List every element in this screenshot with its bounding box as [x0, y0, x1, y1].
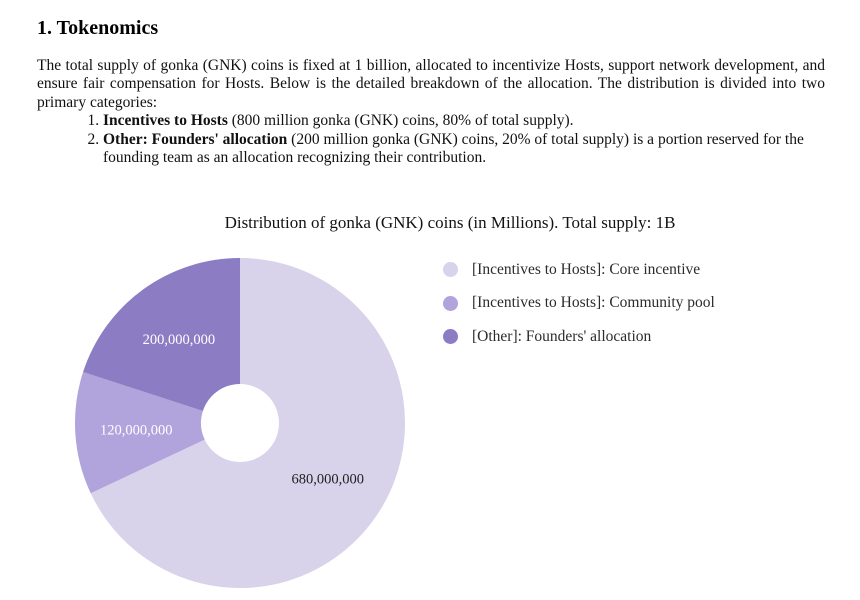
chart-title: Distribution of gonka (GNK) coins (in Millions). Total supply: 1B	[224, 213, 676, 232]
intro-paragraph: The total supply of gonka (GNK) coins is fixed at 1 billion, allocated to incentivize Hosts, support network development, and ensure fair compensation for Hosts. Below is the detailed breakdown of the allocation. The distribution is divided into two primary categories:	[37, 57, 825, 111]
legend-label: [Incentives to Hosts]: Core incentive	[472, 260, 701, 278]
tokenomics-section	[37, 16, 825, 167]
list-item-text: (200 million gonka (GNK) coins, 20% of total supply) is a portion reserved for the founding team as an allocation recognizing their contribution.	[103, 130, 804, 167]
legend-item-founders-allocation	[443, 320, 715, 354]
list-item-founders	[103, 131, 825, 168]
chart-legend	[443, 253, 715, 354]
legend-label: [Incentives to Hosts]: Community pool	[472, 294, 715, 312]
section-heading: 1. Tokenomics	[37, 17, 159, 39]
legend-label: [Other]: Founders' allocation	[472, 327, 652, 345]
list-item-bold-lead: Other: Founders' allocation	[103, 130, 288, 148]
pie-slice-value-label: 200,000,000	[142, 331, 216, 348]
list-item-incentives	[103, 112, 825, 130]
allocation-list	[37, 112, 825, 167]
legend-item-core-incentive	[443, 253, 715, 287]
pie-slice-value-label: 120,000,000	[99, 422, 173, 439]
legend-dot-icon	[443, 329, 458, 344]
pie-slice-value-label: 680,000,000	[291, 471, 365, 488]
list-item-text: (800 million gonka (GNK) coins, 80% of total supply).	[227, 112, 574, 130]
donut-pie-chart	[75, 258, 405, 588]
list-item-bold-lead: Incentives to Hosts	[103, 112, 228, 130]
legend-item-community-pool	[443, 287, 715, 321]
legend-dot-icon	[443, 262, 458, 277]
legend-dot-icon	[443, 296, 458, 311]
